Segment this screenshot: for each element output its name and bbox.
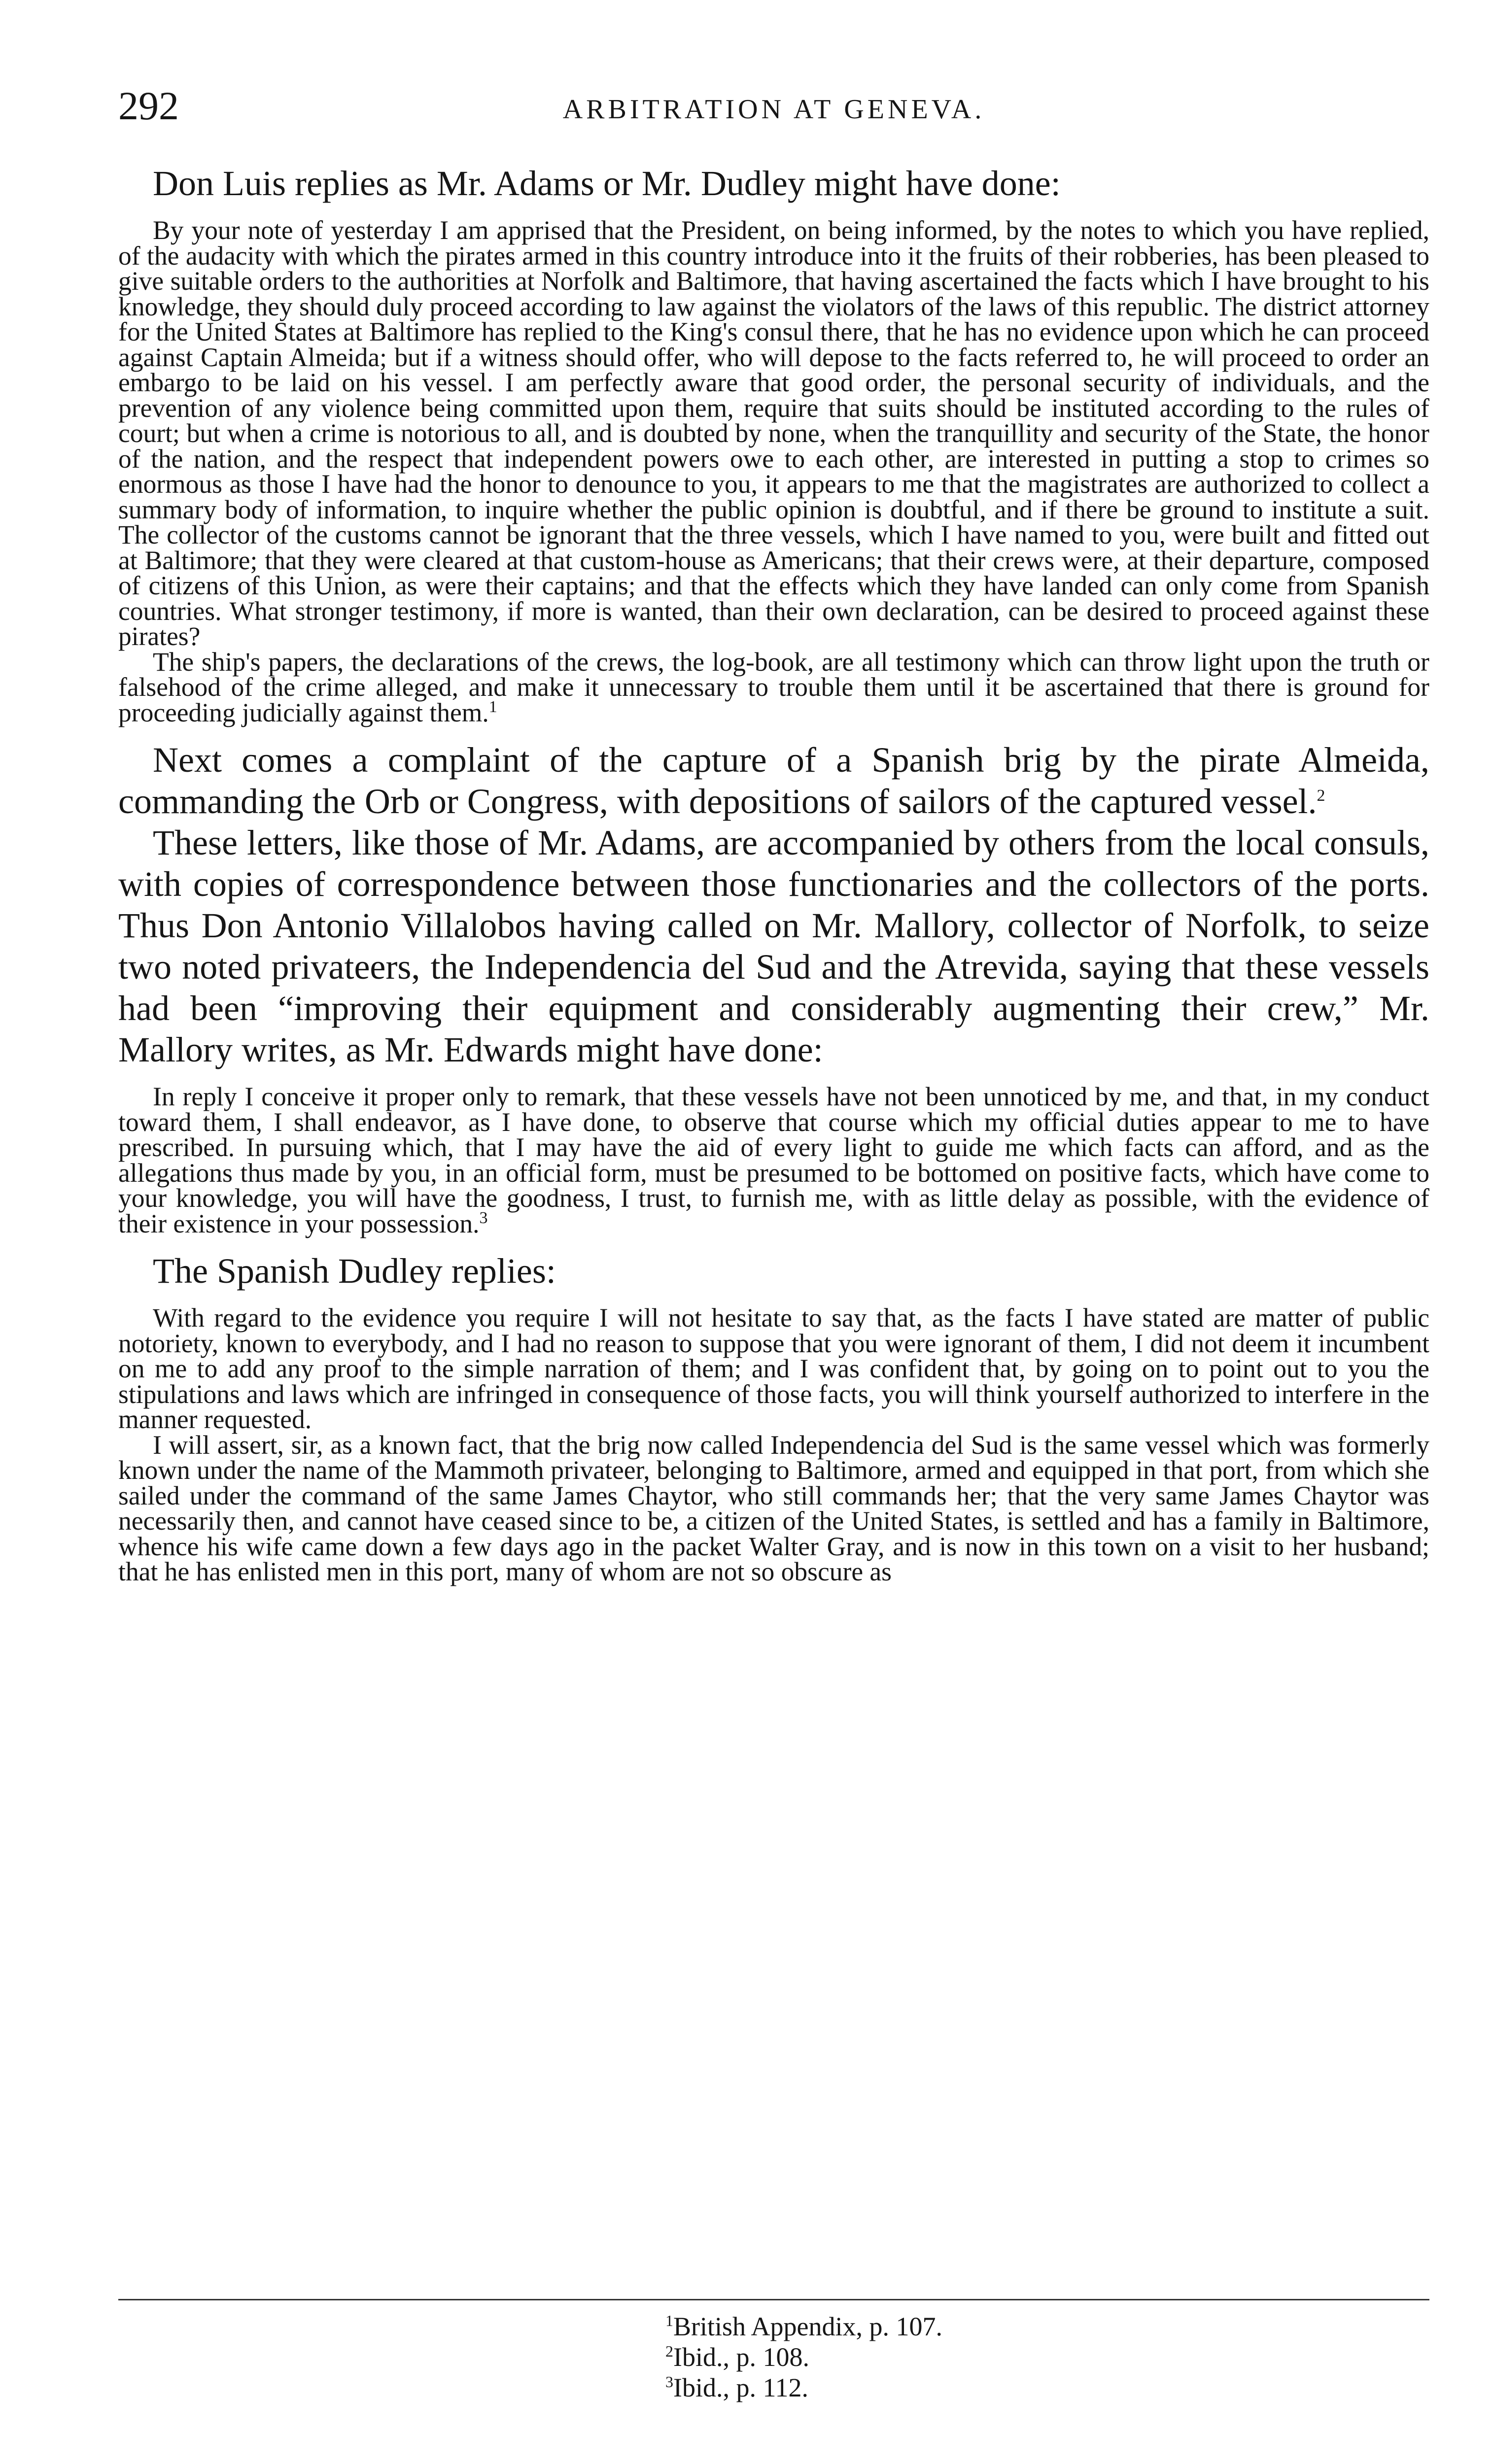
page-body — [118, 163, 1429, 1585]
footnote-text: Ibid., p. 112. — [673, 2373, 808, 2402]
footnote-text: British Appendix, p. 107. — [673, 2312, 943, 2341]
block-quote-paragraph: By your note of yesterday I am apprised that the President, on being informed, by the notes to which you have replied, of the audacity with which the pirates armed in this country introduce into it the fruits of their robberies, has been pleased to give suitable orders to the authorities at Norfolk and Baltimore, that having ascertained the facts which I have brought to his knowledge, they should duly proceed according to law against the violators of the laws of this republic. The district attorney for the United States at Baltimore has replied to the King's consul there, that he has no evidence upon which he can proceed against Captain Almeida; but if a witness should offer, who will depose to the facts referred to, he will proceed to order an embargo to be laid on his vessel. I am perfectly aware that good order, the personal security of individuals, and the prevention of any violence being committed upon them, require that suits should be instituted according to the rules of court; but when a crime is notorious to all, and is doubted by none, when the tranquillity and security of the State, the honor of the nation, and the respect that independent powers owe to each other, are interested in putting a stop to crimes so enormous as those I have had the honor to denounce to you, it appears to me that the magistrates are authorized to collect a summary body of information, to inquire whether the public opinion is doubtful, and if there be ground to institute a suit. The collector of the customs cannot be ignorant that the three vessels, which I have named to you, were built and fitted out at Baltimore; that they were cleared at that custom-house as Americans; that their crews were, at their departure, composed of citizens of this Union, as were their captains; and that the effects which they have landed can only come from Spanish countries. What stronger testimony, if more is wanted, than their own declaration, can be desired to proceed against these pirates? — [118, 215, 1429, 651]
footnote-ref: 1 — [488, 697, 497, 716]
body-paragraph: These letters, like those of Mr. Adams, are accompanied by others from the local consuls, with copies of correspondence between those functionaries and the collectors of the ports. Thus Don Antonio Villalobos having called on Mr. Mallory, collector of Norfolk, to seize two noted privateers, the Independencia del Sud and the Atrevida, saying that these vessels had been “improving their equipment and considerably augmenting their crew,” Mr. Mallory writes, as Mr. Edwards might have done: — [118, 823, 1429, 1069]
block-quote-paragraph: I will assert, sir, as a known fact, that the brig now called Independencia del Sud is the same vessel which was formerly known under the name of the Mammoth privateer, belonging to Baltimore, armed and equipped in that port, from which she sailed under the command of the same James Chaytor, who still commands her; that the very same James Chaytor was necessarily then, and cannot have ceased since to be, a citizen of the United States, is settled and has a family in Baltimore, whence his wife came down a few days ago in the packet Walter Gray, and is now in this town on a visit to her husband; that he has enlisted men in this port, many of whom are not so obscure as — [118, 1430, 1429, 1586]
book-page — [118, 0, 1429, 2464]
block-quote-paragraph: The ship's papers, the declarations of the crews, the log-book, are all testimony which can throw light upon the truth or falsehood of the crime alleged, and make it unnecessary to trouble them until it be ascertained that there is ground for proceeding judicially against them.$^1$ — [118, 647, 1429, 727]
footnote-ref: 2 — [1317, 787, 1325, 805]
running-head: ARBITRATION AT GENEVA. — [562, 94, 985, 125]
body-paragraph: Next comes a complaint of the capture of a Spanish brig by the pirate Almeida, commanding the Orb or Congress, with depositions of sailors of the captured vessel.$^2$ — [118, 740, 1429, 821]
footnote — [665, 2311, 942, 2342]
footnote — [665, 2372, 942, 2403]
body-paragraph: Don Luis replies as Mr. Adams or Mr. Dudley might have done: — [153, 164, 1061, 203]
footnote-marker: 1 — [665, 2312, 673, 2329]
footnote — [665, 2342, 942, 2372]
block-quote-paragraph: In reply I conceive it proper only to remark, that these vessels have not been unnoticed by me, and that, in my conduct toward them, I shall endeavor, as I have done, to observe that course which my official duties appear to me to have prescribed. In pursuing which, that I may have the aid of every light to guide me which facts can afford, and as the allegations thus made by you, in an official form, must be presumed to be bottomed on positive facts, which have come to your knowledge, you will have the goodness, I trust, to furnish me, with as little delay as possible, with the evidence of their existence in your possession.$^3$ — [118, 1082, 1429, 1238]
footnote-rule — [118, 2299, 1429, 2300]
body-paragraph: The Spanish Dudley replies: — [153, 1251, 556, 1291]
footnote-marker: 3 — [665, 2373, 673, 2391]
footnote-marker: 2 — [665, 2342, 673, 2360]
footnotes — [665, 2311, 942, 2403]
footnote-text: Ibid., p. 108. — [673, 2342, 809, 2372]
block-quote-paragraph: With regard to the evidence you require I will not hesitate to say that, as the facts I have stated are matter of public notoriety, known to everybody, and I had no reason to suppose that you were ignorant of them, I did not deem it incumbent on me to add any proof to the simple narration of them; and I was confident that, by going on to point out to you the stipulations and laws which are infringed in consequence of those facts, you will think yourself authorized to interfere in the manner requested. — [118, 1303, 1429, 1434]
page-header — [118, 83, 1429, 137]
page-number: 292 — [118, 83, 179, 128]
footnote-ref: 3 — [479, 1208, 488, 1227]
